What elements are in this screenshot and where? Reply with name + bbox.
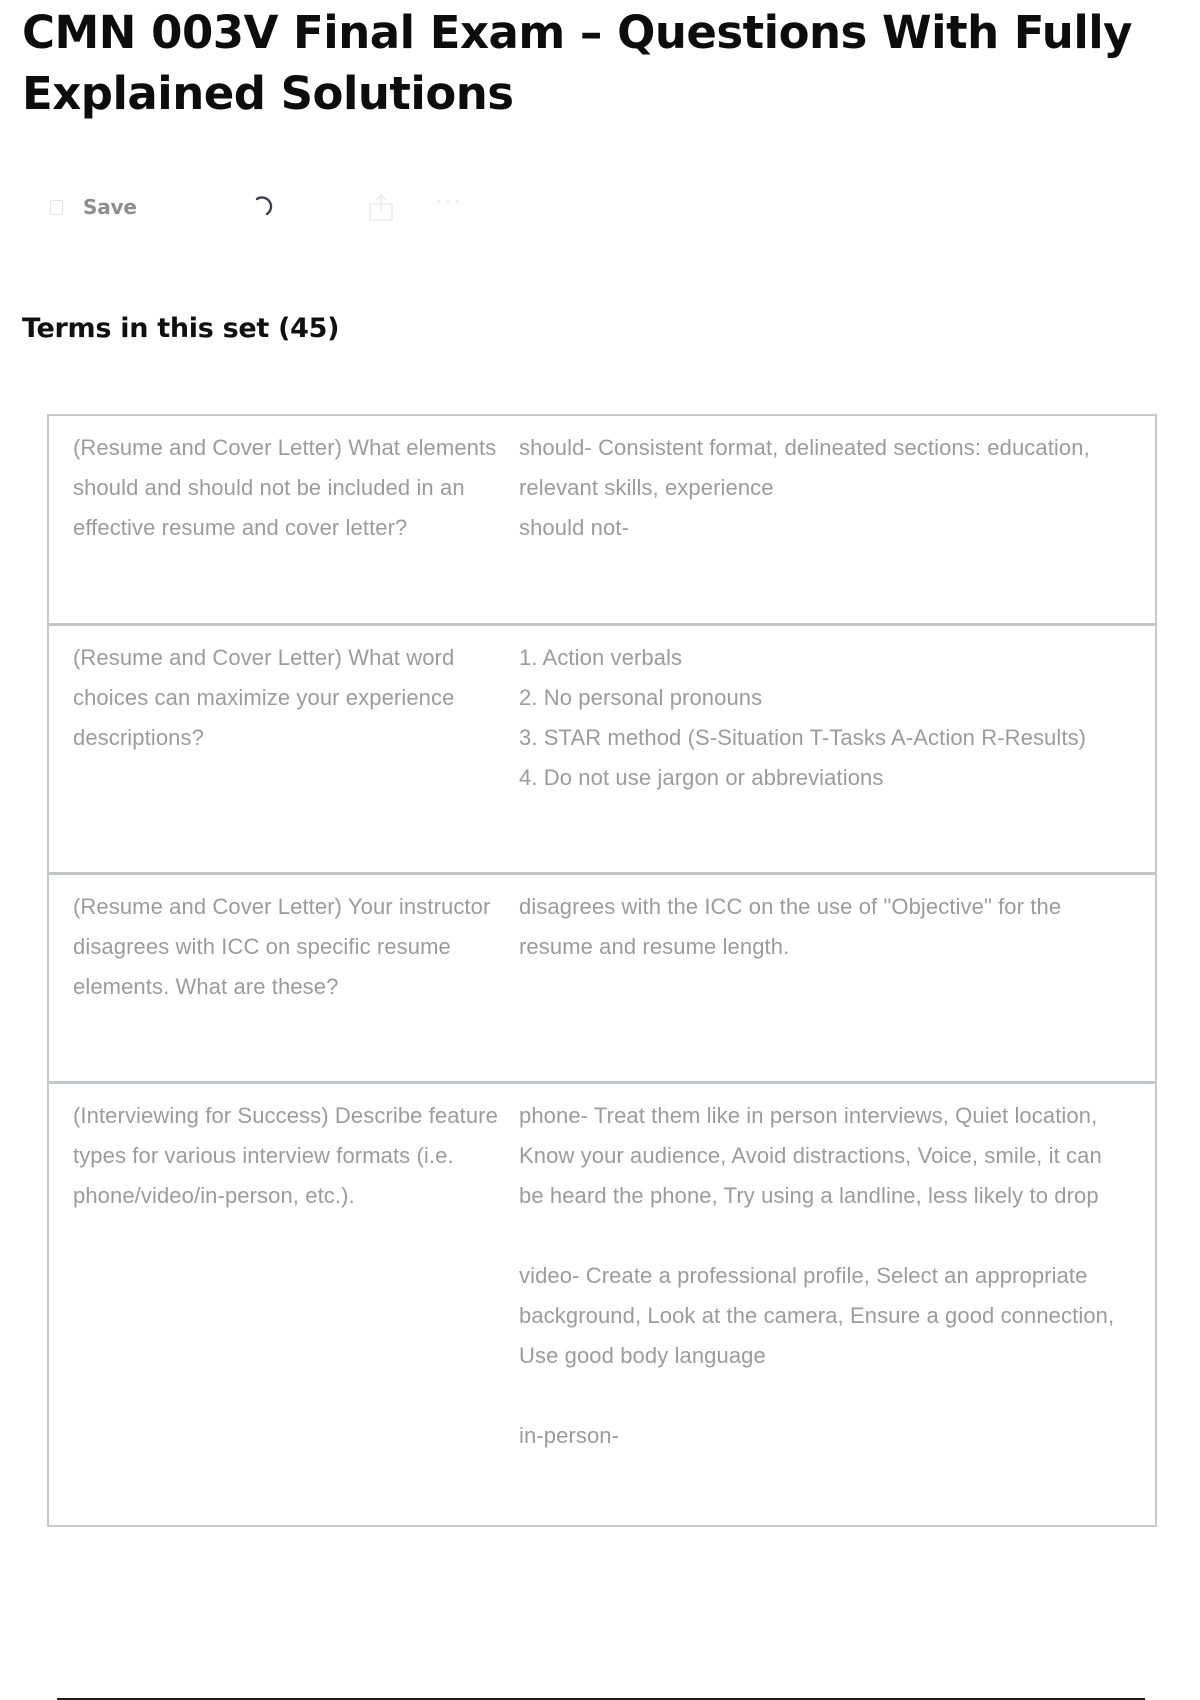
save-button-label: Save [83,195,137,219]
term-row [49,416,1155,623]
toolbar [50,188,500,226]
term-question: (Resume and Cover Letter) What word choices can maximize your experience descriptions? [73,645,455,750]
page-title: CMN 003V Final Exam – Questions With Fully Explained Solutions [22,6,1132,120]
term-row [49,872,1155,1081]
term-question: (Interviewing for Success) Describe feature types for various interview formats (i.e. phone/video/in-person, etc.). [73,1103,498,1208]
term-answer: phone- Treat them like in person interviews, Quiet location, Know your audience, Avoid distractions, Voice, smile, it can be heard the phone, Try using a landline, less likely to drop video- Create a professional profile, Select an appropriate background, Look at the camera, Ensure a good connection, Use good body language in-person- [519,1103,1115,1448]
save-button[interactable] [50,192,137,222]
term-row [49,623,1155,872]
term-row [49,1081,1155,1525]
term-answer: should- Consistent format, delineated sections: education, relevant skills, experience should not- [519,435,1090,540]
share-icon[interactable] [366,192,396,222]
term-question: (Resume and Cover Letter) What elements should and should not be included in an effective resume and cover letter? [73,435,497,540]
more-options-icon[interactable]: ··· [436,190,462,212]
bookmark-icon [50,200,63,215]
term-answer: disagrees with the ICC on the use of "Objective" for the resume and resume length. [519,894,1062,959]
term-answer: 1. Action verbals 2. No personal pronouns 3. STAR method (S-Situation T-Tasks A-Action R-Results) 4. Do not use jargon or abbreviations [519,645,1087,790]
terms-heading: Terms in this set (45) [22,313,340,344]
terms-table [47,414,1157,1527]
loading-spinner-icon [248,194,276,222]
term-question: (Resume and Cover Letter) Your instructor disagrees with ICC on specific resume elements. What are these? [73,894,491,999]
